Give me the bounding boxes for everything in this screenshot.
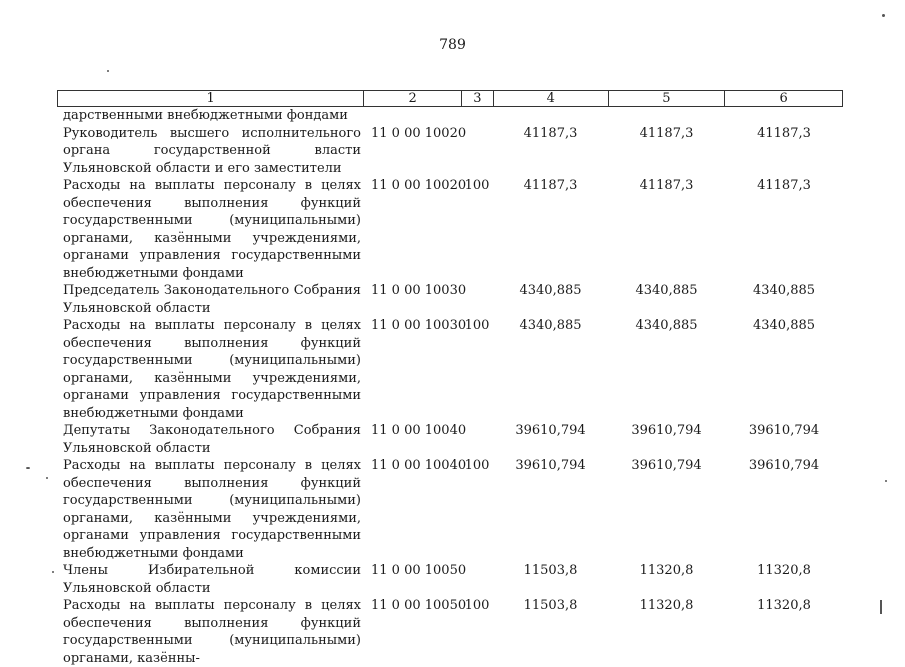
scan-speck [52,571,54,573]
table-row [57,125,843,178]
scan-speck [882,14,885,17]
row-value-5: 41187,3 [639,178,694,193]
row-value-5: 39610,794 [631,458,702,473]
row-code: 11 0 00 10050 [371,598,467,613]
scan-speck [46,477,48,479]
table-body [57,107,843,667]
scan-speck [26,467,30,469]
row-description: Расходы на выплаты персоналу в целях обеспечения выполнения функций государственными (муниципальными) органами, казёнными учреждениями, органами управления государственными внебюджетными фондами [63,318,361,421]
row-expense-type: 100 [464,318,490,333]
row-description: Руководитель высшего исполнительного органа государственной власти Ульяновской области и его заместители [63,125,361,176]
scan-speck [107,70,109,72]
row-expense-type: 100 [464,458,490,473]
row-value-5: 39610,794 [631,423,702,438]
row-value-5: 11320,8 [639,598,694,613]
header-col-2: 2 [363,91,461,106]
row-value-4: 11503,8 [523,598,578,613]
row-expense-type [461,422,493,457]
header-col-4: 4 [493,91,608,106]
row-value-4: 39610,794 [515,423,586,438]
row-code [363,107,461,125]
row-description: Расходы на выплаты персоналу в целях обеспечения выполнения функций государственными (муниципальными) органами, казёнными учреждениями, органами управления государственными внебюджетными фондами [63,178,361,281]
row-code: 11 0 00 10030 [371,318,467,333]
row-value-6: 39610,794 [748,458,820,473]
row-value-5: 11320,8 [639,563,694,578]
row-code: 11 0 00 10050 [371,563,467,578]
table-row [57,597,843,667]
page-number: 789 [439,37,466,53]
row-value-4: 11503,8 [523,563,578,578]
row-description: дарственными внебюджетными фондами [63,108,348,123]
table-row [57,562,843,597]
row-description: Расходы на выплаты персоналу в целях обеспечения выполнения функций государственными (муниципальными) органами, казёнными учреждениями, органами управления государственными внебюджетными фондами [63,458,361,561]
header-col-3: 3 [461,91,493,106]
table-row [57,177,843,282]
row-code: 11 0 00 10030 [371,283,467,298]
row-value-6: 39610,794 [748,423,820,438]
header-col-5: 5 [608,91,725,106]
row-value-6: 11320,8 [757,598,811,613]
row-description: Председатель Законодательного Собрания Ульяновской области [63,283,361,316]
row-expense-type: 100 [464,178,490,193]
row-value-4: 4340,885 [519,318,582,333]
row-expense-type: 100 [464,598,490,613]
row-value-4: 41187,3 [523,178,578,193]
table-row [57,422,843,457]
row-value-4: 39610,794 [515,458,586,473]
scan-speck [885,480,887,482]
row-value-6: 41187,3 [757,125,811,141]
row-value-6: 41187,3 [757,178,811,193]
row-code: 11 0 00 10040 [371,458,467,473]
row-value-4 [493,107,608,125]
row-description: Расходы на выплаты персоналу в целях обеспечения выполнения функций государственными (муниципальными) органами, казённы- [63,598,361,666]
row-description: Члены Избирательной комиссии Ульяновской области [63,563,361,596]
header-col-1: 1 [206,91,215,106]
row-value-5 [608,107,725,125]
row-expense-type [461,107,493,125]
row-value-5: 4340,885 [635,283,698,298]
row-value-6: 11320,8 [757,563,811,578]
table-row [57,317,843,422]
row-expense-type [461,562,493,597]
row-value-6: 4340,885 [752,318,816,333]
row-value-5: 4340,885 [635,318,698,333]
table-row [57,457,843,562]
row-expense-type [461,125,493,178]
row-value-5: 41187,3 [639,125,694,141]
table-row [57,107,843,125]
row-code: 11 0 00 10020 [371,178,467,193]
table-header [57,90,843,107]
row-expense-type [461,282,493,317]
row-value-6: 4340,885 [752,283,816,298]
row-value-4: 41187,3 [523,125,578,141]
row-description: Депутаты Законодательного Собрания Ульяновской области [63,423,361,456]
budget-table [57,90,843,667]
row-code: 11 0 00 10040 [371,423,467,438]
table-row [57,282,843,317]
row-code: 11 0 00 10020 [371,125,467,141]
row-value-6 [725,107,843,125]
row-value-4: 4340,885 [519,283,582,298]
scan-speck [880,600,882,614]
header-col-6: 6 [724,91,842,106]
